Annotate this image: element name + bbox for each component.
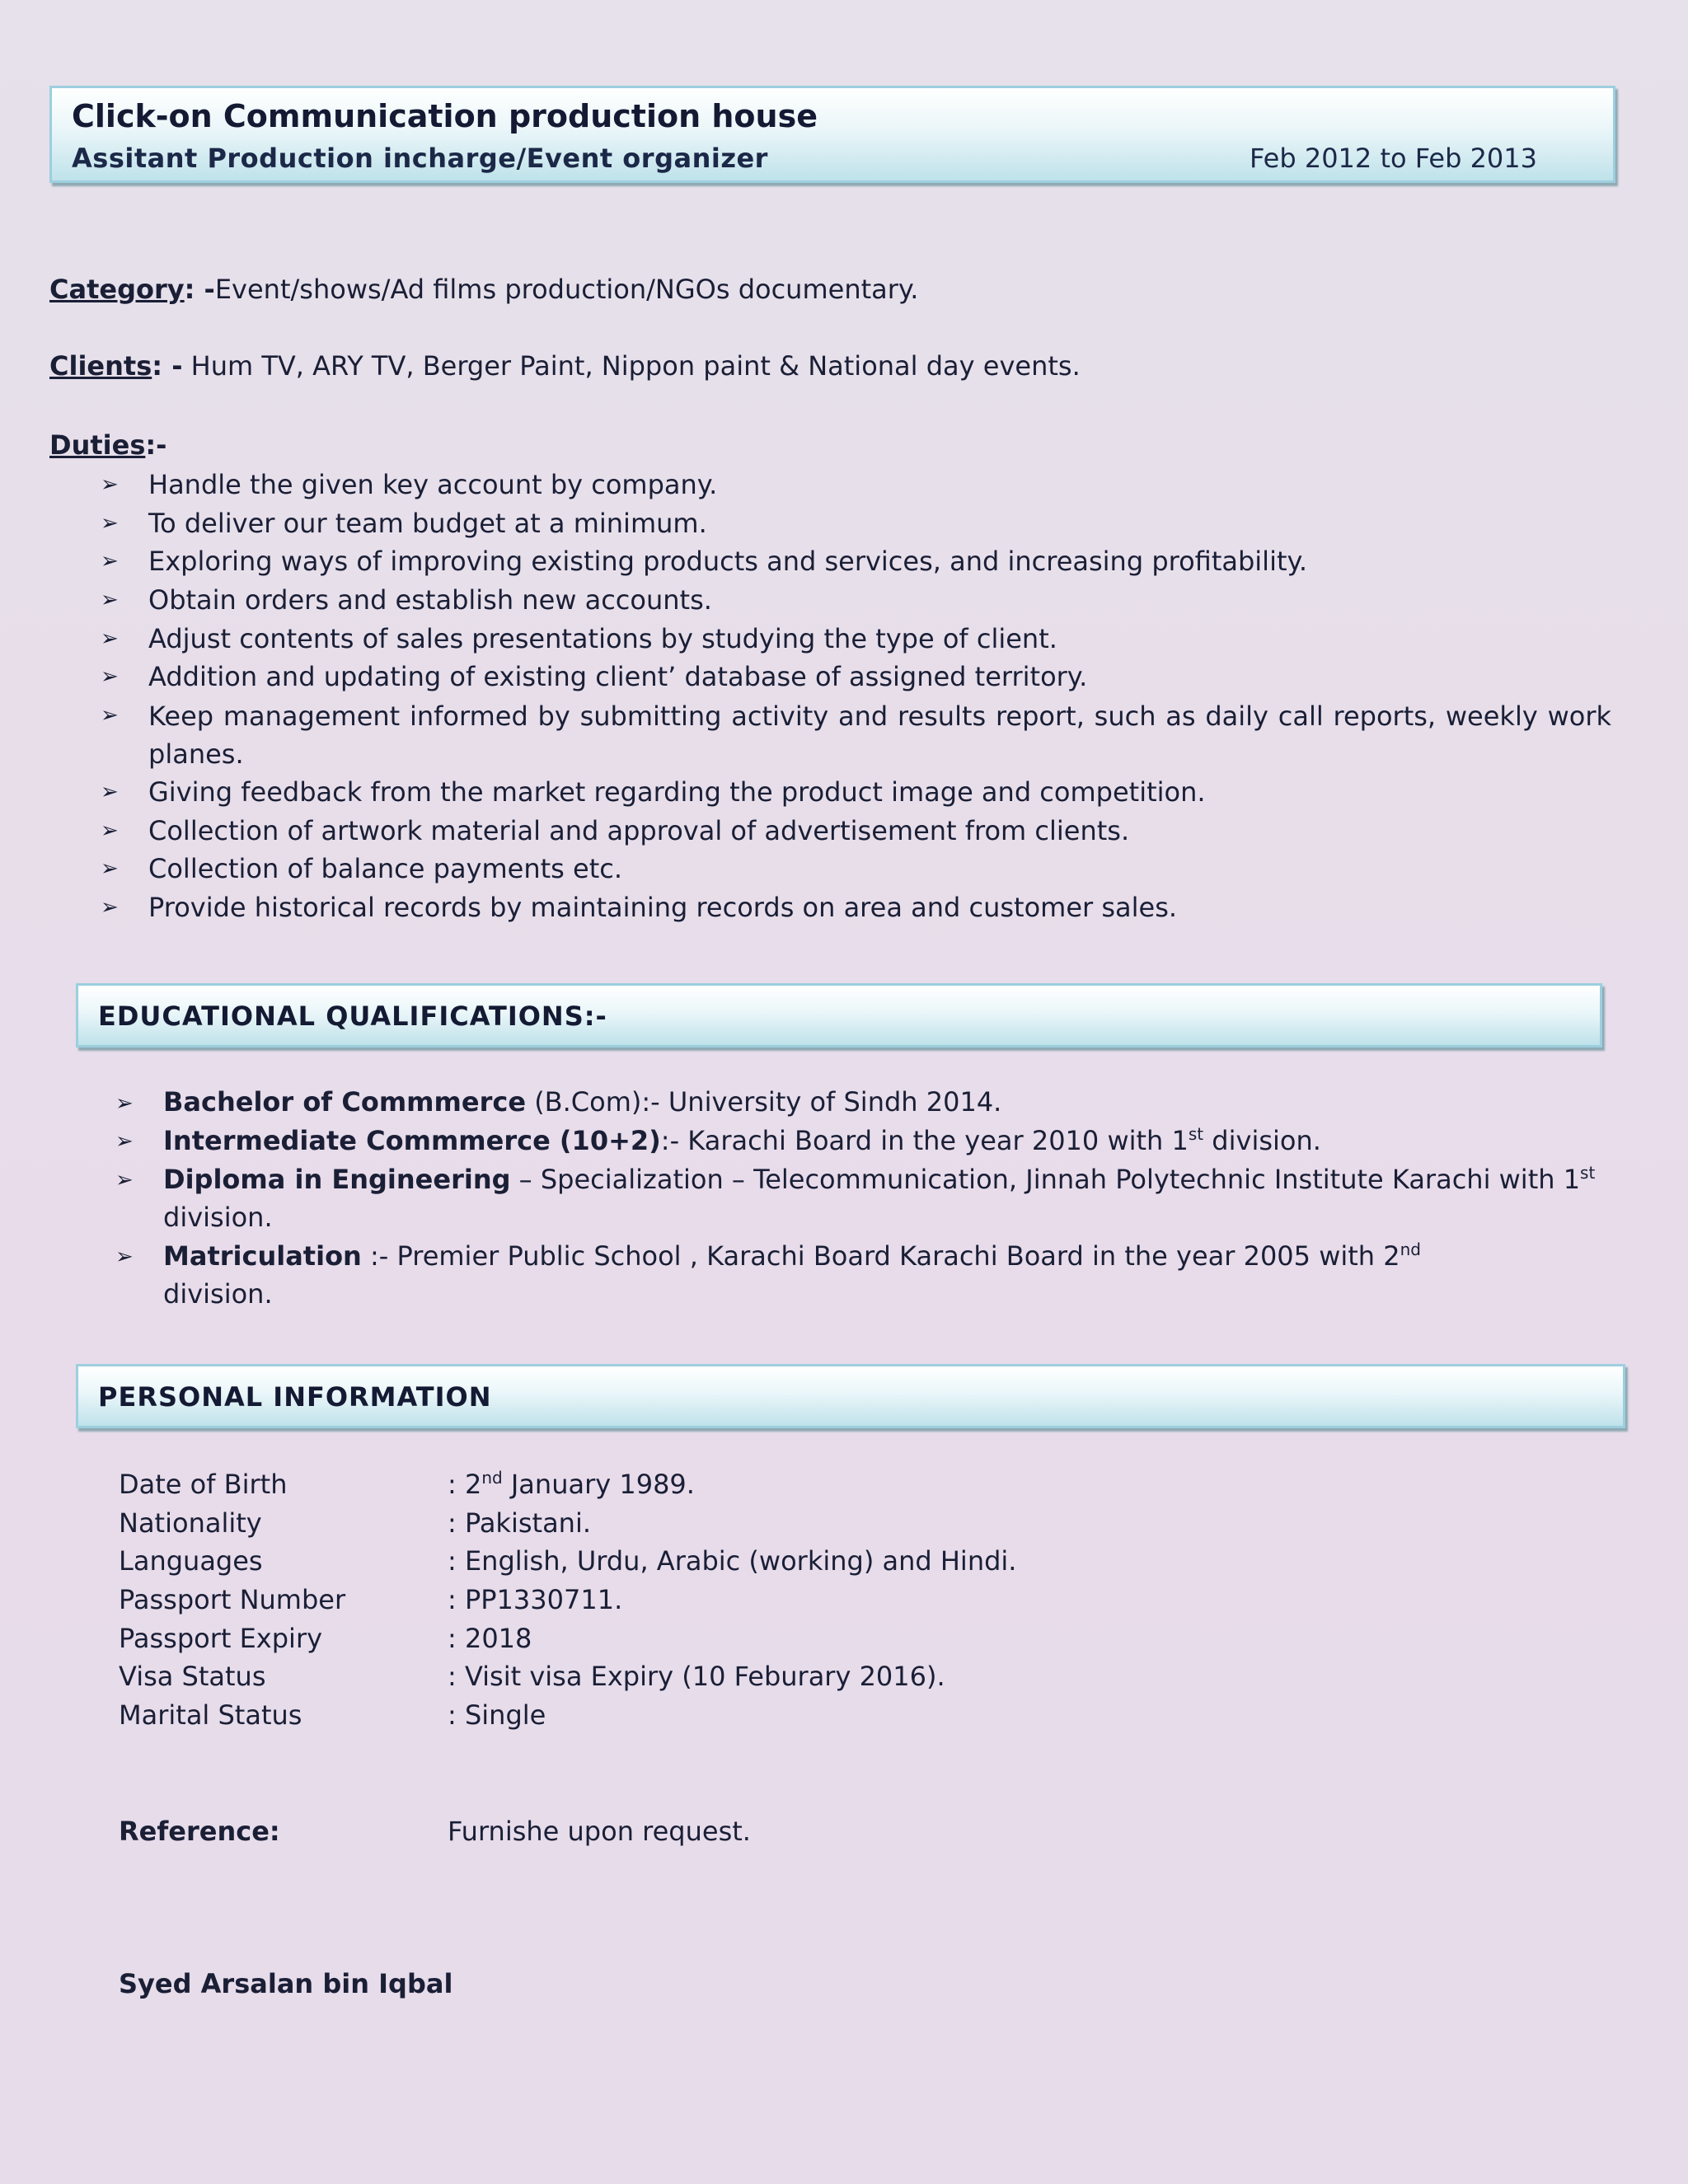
education-details-end: division. — [163, 1278, 273, 1310]
education-item — [163, 1083, 1614, 1121]
clients-separator: : - — [152, 350, 183, 382]
education-details: :- Premier Public School , Karachi Board Karachi Board in the year 2005 with 2 — [361, 1240, 1400, 1272]
arrowhead-bullet-icon: ➢ — [101, 472, 119, 497]
job-header-box — [49, 86, 1615, 183]
arrowhead-bullet-icon: ➢ — [101, 664, 119, 689]
arrowhead-bullet-icon: ➢ — [115, 1091, 134, 1116]
arrowhead-bullet-icon: ➢ — [101, 588, 119, 612]
clients-value: Hum TV, ARY TV, Berger Paint, Nippon paint & National day events. — [182, 350, 1081, 382]
duty-item: Addition and updating of existing client’ database of assigned territory. — [148, 661, 1088, 692]
personal-label: Marital Status — [119, 1699, 302, 1731]
arrowhead-bullet-icon: ➢ — [101, 703, 119, 728]
personal-title: PERSONAL INFORMATION — [98, 1381, 492, 1413]
arrowhead-bullet-icon: ➢ — [115, 1244, 134, 1269]
ordinal-suffix: nd — [481, 1468, 503, 1488]
duty-item: Collection of artwork material and approval of advertisement from clients. — [148, 815, 1130, 846]
ordinal-suffix: st — [1188, 1124, 1204, 1144]
education-details-end: division. — [163, 1202, 273, 1233]
arrowhead-bullet-icon: ➢ — [101, 549, 119, 574]
duty-item: Keep management informed by submitting activity and results report, such as daily call reports, weekly work planes. — [148, 701, 1611, 770]
education-details: (B.Com):- University of Sindh 2014. — [526, 1086, 1002, 1118]
arrowhead-bullet-icon: ➢ — [101, 511, 119, 536]
personal-value: : Visit visa Expiry (10 Feburary 2016). — [448, 1661, 945, 1692]
education-degree: Diploma in Engineering — [163, 1164, 511, 1195]
education-item — [163, 1122, 1614, 1160]
arrowhead-bullet-icon: ➢ — [101, 856, 119, 881]
education-details: – Specialization – Telecommunication, Jinnah Polytechnic Institute Karachi with 1 — [510, 1164, 1581, 1195]
arrowhead-bullet-icon: ➢ — [101, 626, 119, 651]
education-title: EDUCATIONAL QUALIFICATIONS:- — [98, 1001, 607, 1032]
category-label: Category — [49, 274, 185, 305]
clients-line — [49, 350, 1081, 382]
ordinal-suffix: st — [1580, 1163, 1596, 1183]
clients-label: Clients — [49, 350, 152, 382]
personal-value: : English, Urdu, Arabic (working) and Hindi. — [448, 1545, 1017, 1577]
education-degree: Intermediate Commmerce (10+2) — [163, 1125, 661, 1156]
personal-value: : 2nd January 1989. — [448, 1468, 695, 1500]
applicant-name: Syed Arsalan bin Iqbal — [119, 1968, 453, 1999]
duties-separator: :- — [145, 429, 167, 461]
arrowhead-bullet-icon: ➢ — [115, 1129, 134, 1154]
job-dates: Feb 2012 to Feb 2013 — [1250, 143, 1537, 174]
education-item — [163, 1237, 1515, 1313]
duties-heading — [49, 429, 166, 461]
personal-label: Date of Birth — [119, 1469, 288, 1500]
education-degree: Bachelor of Commmerce — [163, 1086, 527, 1118]
duty-item: Obtain orders and establish new accounts. — [148, 584, 712, 616]
duty-item: To deliver our team budget at a minimum. — [148, 508, 707, 539]
personal-label: Visa Status — [119, 1661, 266, 1692]
arrowhead-bullet-icon: ➢ — [115, 1168, 134, 1193]
personal-value: : PP1330711. — [448, 1584, 623, 1615]
job-role: Assitant Production incharge/Event organizer — [72, 143, 768, 174]
duty-item: Exploring ways of improving existing products and services, and increasing profitability. — [148, 546, 1308, 577]
company-name: Click-on Communication production house — [72, 98, 818, 134]
duty-item: Giving feedback from the market regarding the product image and competition. — [148, 776, 1206, 808]
reference-label: Reference: — [119, 1816, 280, 1847]
personal-value: : 2018 — [448, 1623, 532, 1654]
personal-label: Passport Expiry — [119, 1623, 323, 1654]
education-details: :- Karachi Board in the year 2010 with 1 — [660, 1125, 1189, 1156]
arrowhead-bullet-icon: ➢ — [101, 780, 119, 804]
personal-label: Nationality — [119, 1507, 262, 1539]
personal-label: Languages — [119, 1545, 263, 1577]
education-degree: Matriculation — [163, 1240, 362, 1272]
duties-label: Duties — [49, 429, 146, 461]
category-separator: : - — [184, 274, 215, 305]
ordinal-suffix: nd — [1400, 1240, 1421, 1259]
personal-label: Passport Number — [119, 1584, 346, 1615]
duty-item: Collection of balance payments etc. — [148, 853, 623, 884]
education-item — [163, 1160, 1614, 1236]
personal-value: : Pakistani. — [448, 1507, 592, 1539]
personal-value: : Single — [448, 1699, 546, 1731]
arrowhead-bullet-icon: ➢ — [101, 818, 119, 843]
reference-value: Furnishe upon request. — [448, 1816, 751, 1847]
category-value: Event/shows/Ad films production/NGOs documentary. — [214, 274, 919, 305]
education-details-end: division. — [1203, 1125, 1321, 1156]
category-line — [49, 274, 918, 305]
duty-item: Provide historical records by maintaining records on area and customer sales. — [148, 892, 1178, 923]
personal-section-header — [76, 1364, 1625, 1428]
education-section-header — [76, 983, 1602, 1047]
duty-item: Adjust contents of sales presentations by studying the type of client. — [148, 623, 1057, 654]
arrowhead-bullet-icon: ➢ — [101, 895, 119, 920]
duty-item: Handle the given key account by company. — [148, 469, 718, 500]
